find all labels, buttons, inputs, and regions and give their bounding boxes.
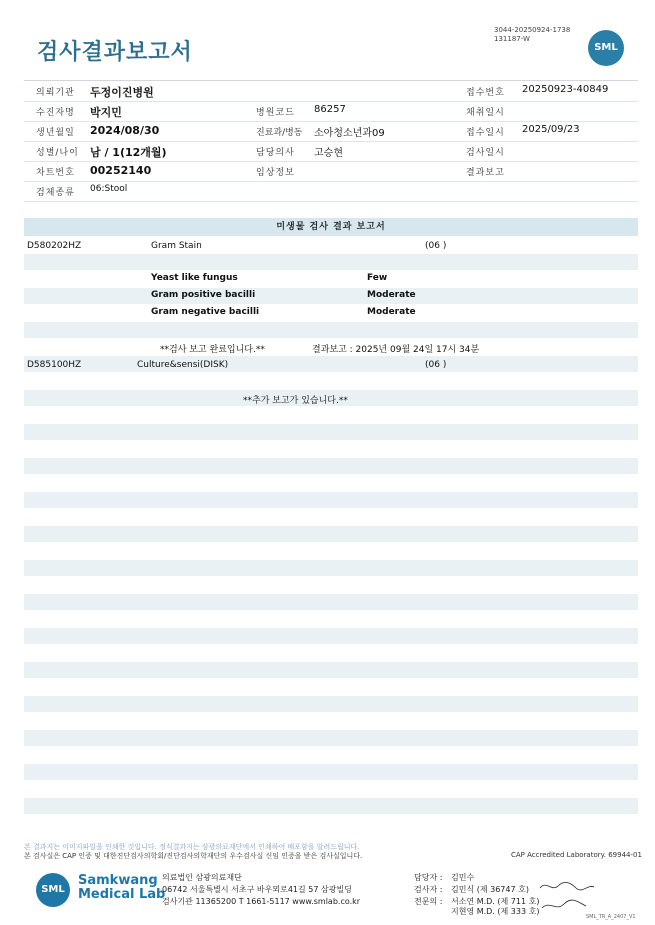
result-row-band: [24, 458, 638, 474]
document-id-line1: 3044-20250924-1738: [494, 26, 571, 34]
info-row-client: [24, 80, 638, 102]
result-row-band: [24, 288, 638, 304]
staff-name: 김민수: [451, 873, 475, 882]
pending-note: **추가 보고가 있습니다.**: [243, 396, 348, 406]
result-row-band: [24, 356, 638, 372]
result-row-band: [24, 696, 638, 712]
org-contact: 검사기관 11365200 T 1661-5117 www.smlab.co.kr: [162, 897, 361, 906]
staff-role: 담당자 :: [414, 873, 443, 882]
org-name: 의료법인 삼광의료재단: [162, 873, 242, 882]
test1-specimen: (06 ): [425, 241, 447, 251]
info-row-dob: [24, 121, 638, 142]
result-row-band: [24, 492, 638, 508]
test2-specimen: (06 ): [425, 360, 447, 370]
staff-role: 전문의 :: [414, 897, 443, 906]
info-row-chart: [24, 161, 638, 182]
result-row-band: [24, 764, 638, 780]
form-code: SML_TR_A_2407_V1: [586, 914, 636, 920]
finding-value: Few: [367, 273, 388, 283]
specimen-label: 검체종류: [36, 188, 75, 198]
test2-code: D585100HZ: [27, 360, 82, 370]
complete-note: **검사 보고 완료입니다.**: [160, 345, 265, 355]
client-label: 의뢰기관: [36, 88, 75, 98]
receipt-date-value: 2025/09/23: [522, 124, 580, 135]
results-header: 미생물 검사 결과 보고서: [24, 218, 638, 236]
disclaimer: 본 결과지는 이미지파일을 인쇄한 것입니다. 정식결과지는 삼광의료재단에서 인쇄하여 배포함을 알려드립니다.: [24, 843, 360, 851]
result-row-band: [24, 322, 638, 338]
receipt-no-value: 20250923-40849: [522, 84, 609, 95]
dob-value: 2024/08/30: [90, 124, 160, 137]
document-id-line2: 131187-W: [494, 35, 530, 43]
result-row-band: [24, 662, 638, 678]
result-row-band: [24, 628, 638, 644]
patient-label: 수진자명: [36, 108, 75, 118]
sex-age-label: 성별/나이: [36, 148, 79, 158]
patient-value: 박지민: [90, 106, 122, 119]
brand-line1: Samkwang: [78, 873, 158, 888]
staff-role: 검사자 :: [414, 885, 443, 894]
collect-time-label: 채취일시: [466, 108, 505, 118]
result-row-band: [24, 798, 638, 814]
info-row-patient: [24, 101, 638, 122]
org-address: 06742 서울특별시 서초구 바우뫼로41길 57 삼광빌딩: [162, 885, 352, 894]
finding-name: Gram positive bacilli: [151, 290, 256, 300]
client-value: 두정이진병원: [90, 86, 154, 99]
staff-name: 김민식 (제 36747 호): [451, 885, 529, 894]
receipt-no-label: 접수번호: [466, 88, 505, 98]
finding-name: Gram negative bacilli: [151, 307, 260, 317]
report-label: 결과보고: [466, 168, 505, 178]
staff-name: 서소연 M.D. (제 711 호): [451, 897, 540, 906]
specimen-value: 06:Stool: [90, 184, 128, 194]
cap-lab: CAP Accredited Laboratory. 69944-01: [511, 851, 642, 859]
test-time-label: 검사일시: [466, 148, 505, 158]
doctor-value: 고승현: [314, 148, 343, 159]
sml-logo: SML: [588, 30, 624, 66]
dob-label: 생년월일: [36, 128, 75, 138]
result-row-band: [24, 526, 638, 542]
sml-footer-logo: SML: [36, 873, 70, 907]
result-row-band: [24, 424, 638, 440]
result-row-band: [24, 730, 638, 746]
finding-value: Moderate: [367, 307, 416, 317]
brand-line2: Medical Lab: [78, 887, 166, 902]
hospital-code-value: 86257: [314, 104, 346, 115]
dept-value: 소아청소년과09: [314, 128, 385, 139]
hospital-code-label: 병원코드: [256, 108, 295, 118]
test2-name: Culture&sensi(DISK): [137, 360, 229, 370]
info-row-sex-age: [24, 141, 638, 162]
result-row-band: [24, 560, 638, 576]
clinical-label: 임상정보: [256, 168, 295, 178]
result-row-band: [24, 594, 638, 610]
report-time: 결과보고 : 2025년 09월 24일 17시 34분: [312, 345, 480, 355]
brand-name: [78, 874, 165, 902]
finding-name: Yeast like fungus: [151, 273, 238, 283]
dept-label: 진료과/병동: [256, 128, 303, 138]
signature-image: [538, 878, 598, 914]
result-row-band: [24, 254, 638, 270]
test1-name: Gram Stain: [151, 241, 202, 251]
chart-no-value: 00252140: [90, 164, 152, 177]
doctor-label: 담당의사: [256, 148, 295, 158]
cap-note: 본 검사실은 CAP 인증 및 대한진단검사의학회/진단검사의학재단의 우수검사실 신임 인증을 받은 검사실입니다.: [24, 852, 363, 860]
finding-value: Moderate: [367, 290, 416, 300]
chart-no-label: 차트번호: [36, 168, 75, 178]
info-row-specimen: [24, 181, 638, 202]
sex-age-value: 남 / 1(12개월): [90, 146, 167, 159]
test1-code: D580202HZ: [27, 241, 82, 251]
report-title: 검사결과보고서: [37, 40, 193, 65]
staff-name: 지현영 M.D. (제 333 호): [451, 907, 540, 916]
receipt-date-label: 접수일시: [466, 128, 505, 138]
document-id: [494, 26, 570, 44]
